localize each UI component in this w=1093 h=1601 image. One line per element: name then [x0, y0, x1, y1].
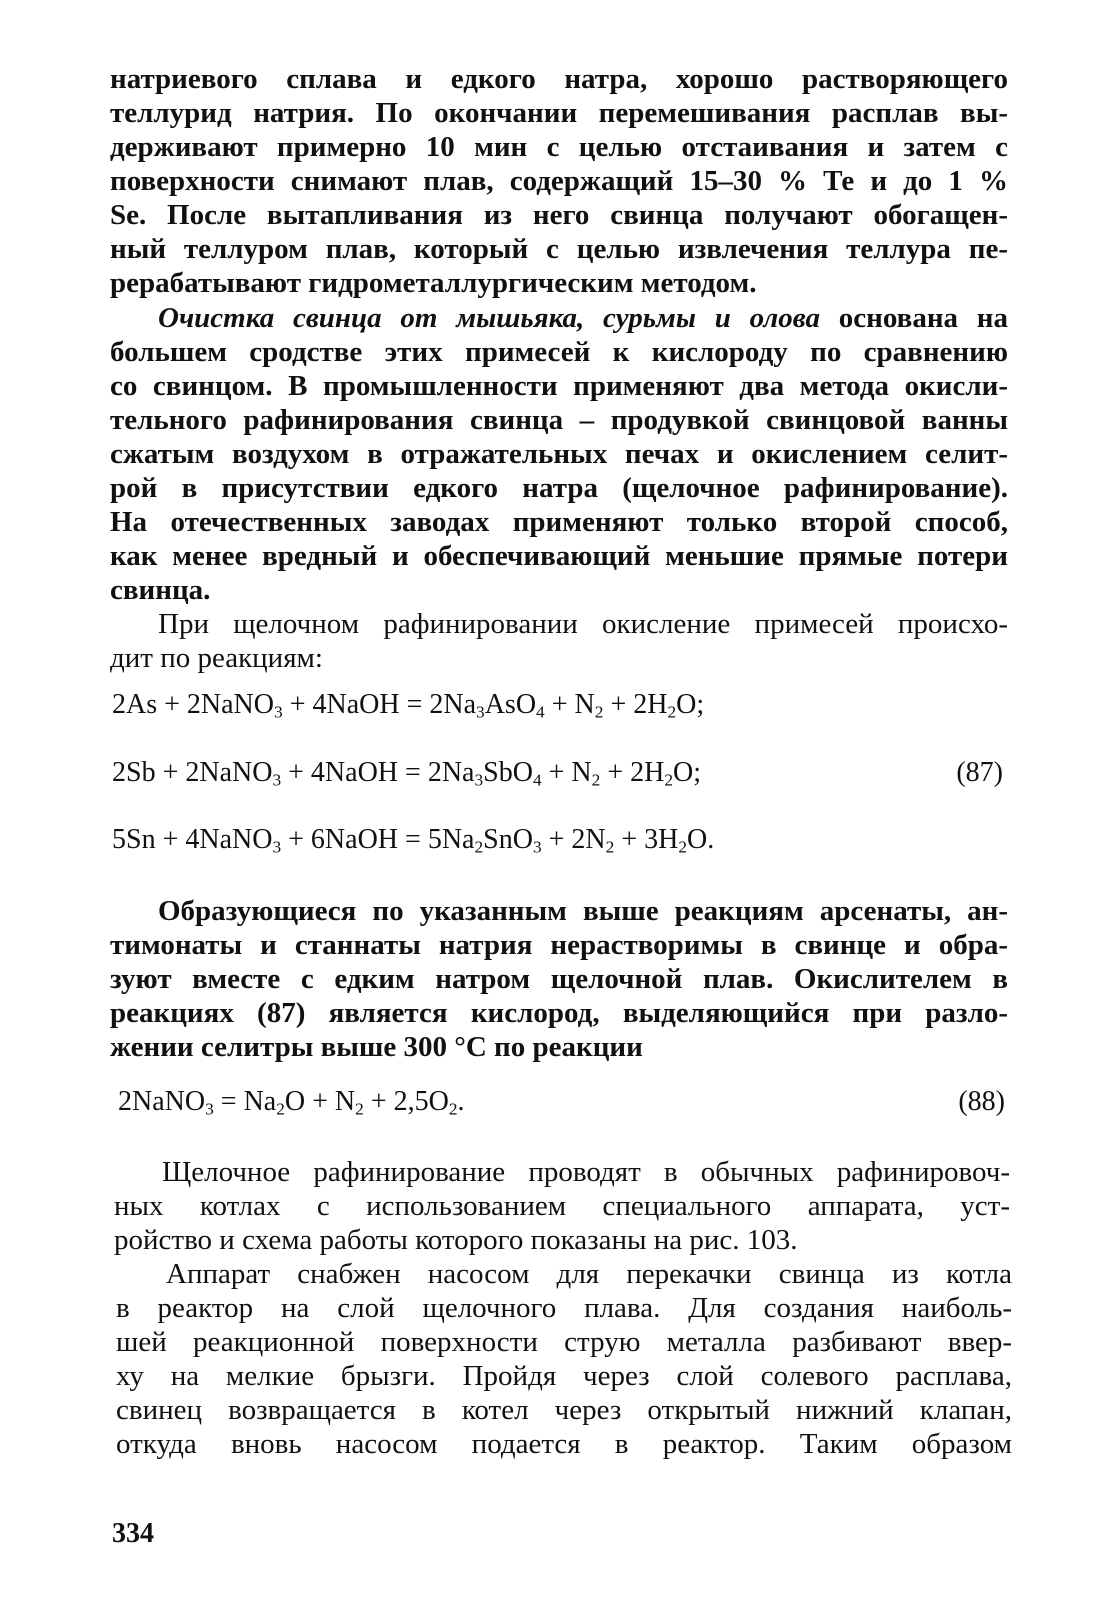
- text-line: жении селитры выше 300 °С по реакции: [110, 1031, 643, 1063]
- text-line: [158, 301, 1008, 335]
- equation-antimony: 2Sb + 2NaNO$_3$ + 4NaOH = $2Na_3SbO_4 + N_2 + 2H_2O$;: [112, 757, 702, 790]
- equation-saltpeter: 2NaNO$_3$ = $Na_2O + N_2 + 2,5O_2$.: [118, 1086, 465, 1119]
- equation-number: (87): [956, 757, 1003, 788]
- text-line: тимонаты и станнаты натрия нерастворимы в свинце и обра-: [110, 929, 1008, 961]
- text-line: Щелочное рафинирование проводят в обычных рафинировоч-: [162, 1156, 1010, 1188]
- equation-arsenic: 2As + 2NaNO$_3$ + 4NaOH = $2Na_3AsO_4 + N_2 + 2H_2O$;: [112, 689, 705, 722]
- text-line: натриевого сплава и едкого натра, хорошо растворяющего: [110, 63, 1008, 95]
- text-line: На отечественных заводах применяют только второй способ,: [110, 506, 1008, 538]
- text-line: ный теллуром плав, который с целью извлечения теллура пе-: [110, 233, 1008, 265]
- text-line: большем сродстве этих примесей к кислороду по сравнению: [110, 336, 1008, 368]
- text-line: реакциях (87) является кислород, выделяющийся при разло-: [110, 997, 1008, 1029]
- text-line: зуют вместе с едким натром щелочной плав. Окислителем в: [110, 963, 1008, 995]
- text-line: дит по реакциям:: [110, 642, 323, 674]
- text-line: как менее вредный и обеспечивающий меньшие прямые потери: [110, 540, 1008, 572]
- text-line: При щелочном рафинировании окисление примесей происхо-: [158, 608, 1008, 640]
- text-line: Образующиеся по указанным выше реакциям арсенаты, ан-: [158, 895, 1008, 927]
- text-line: ных котлах с использованием специального аппарата, уст-: [114, 1190, 1010, 1222]
- italic-heading: Очистка свинца от мышьяка, сурьмы и олова: [158, 302, 821, 334]
- text-line: в реактор на слой щелочного плава. Для создания наиболь-: [116, 1292, 1012, 1324]
- page-number: 334: [112, 1518, 154, 1549]
- text-line: свинец возвращается в котел через открытый нижний клапан,: [116, 1394, 1012, 1426]
- text-line: поверхности снимают плав, содержащий 15–30 % Те и до 1 %: [110, 165, 1008, 197]
- text-line: Аппарат снабжен насосом для перекачки свинца из котла: [166, 1258, 1012, 1290]
- text-line: тельного рафинирования свинца – продувкой свинцовой ванны: [110, 404, 1008, 436]
- text-line: со свинцом. В промышленности применяют два метода окисли-: [110, 370, 1008, 402]
- text-line: ройство и схема работы которого показаны на рис. 103.: [114, 1224, 798, 1256]
- text-line: откуда вновь насосом подается в реактор. Таким образом: [116, 1428, 1012, 1460]
- text-line: ху на мелкие брызги. Пройдя через слой солевого расплава,: [116, 1360, 1012, 1392]
- text-line: рой в присутствии едкого натра (щелочное рафинирование).: [110, 472, 1008, 504]
- text-line: рерабатывают гидрометаллургическим методом.: [110, 267, 757, 299]
- text-line: теллурид натрия. По окончании перемешивания расплав вы-: [110, 97, 1008, 129]
- text-span: основана на: [820, 302, 1008, 334]
- text-line: сжатым воздухом в отражательных печах и окислением селит-: [110, 438, 1008, 470]
- text-line: шей реакционной поверхности струю металла разбивают ввер-: [116, 1326, 1012, 1358]
- text-line: держивают примерно 10 мин с целью отстаивания и затем с: [110, 131, 1008, 163]
- equation-number: (88): [958, 1086, 1005, 1117]
- text-line: Se. После вытапливания из него свинца получают обогащен-: [110, 199, 1008, 231]
- text-line: свинца.: [110, 574, 211, 606]
- equation-tin: 5Sn + 4NaNO$_3$ + 6NaOH = $5Na_2SnO_3 + 2N_2 + 3H_2O$.: [112, 824, 715, 857]
